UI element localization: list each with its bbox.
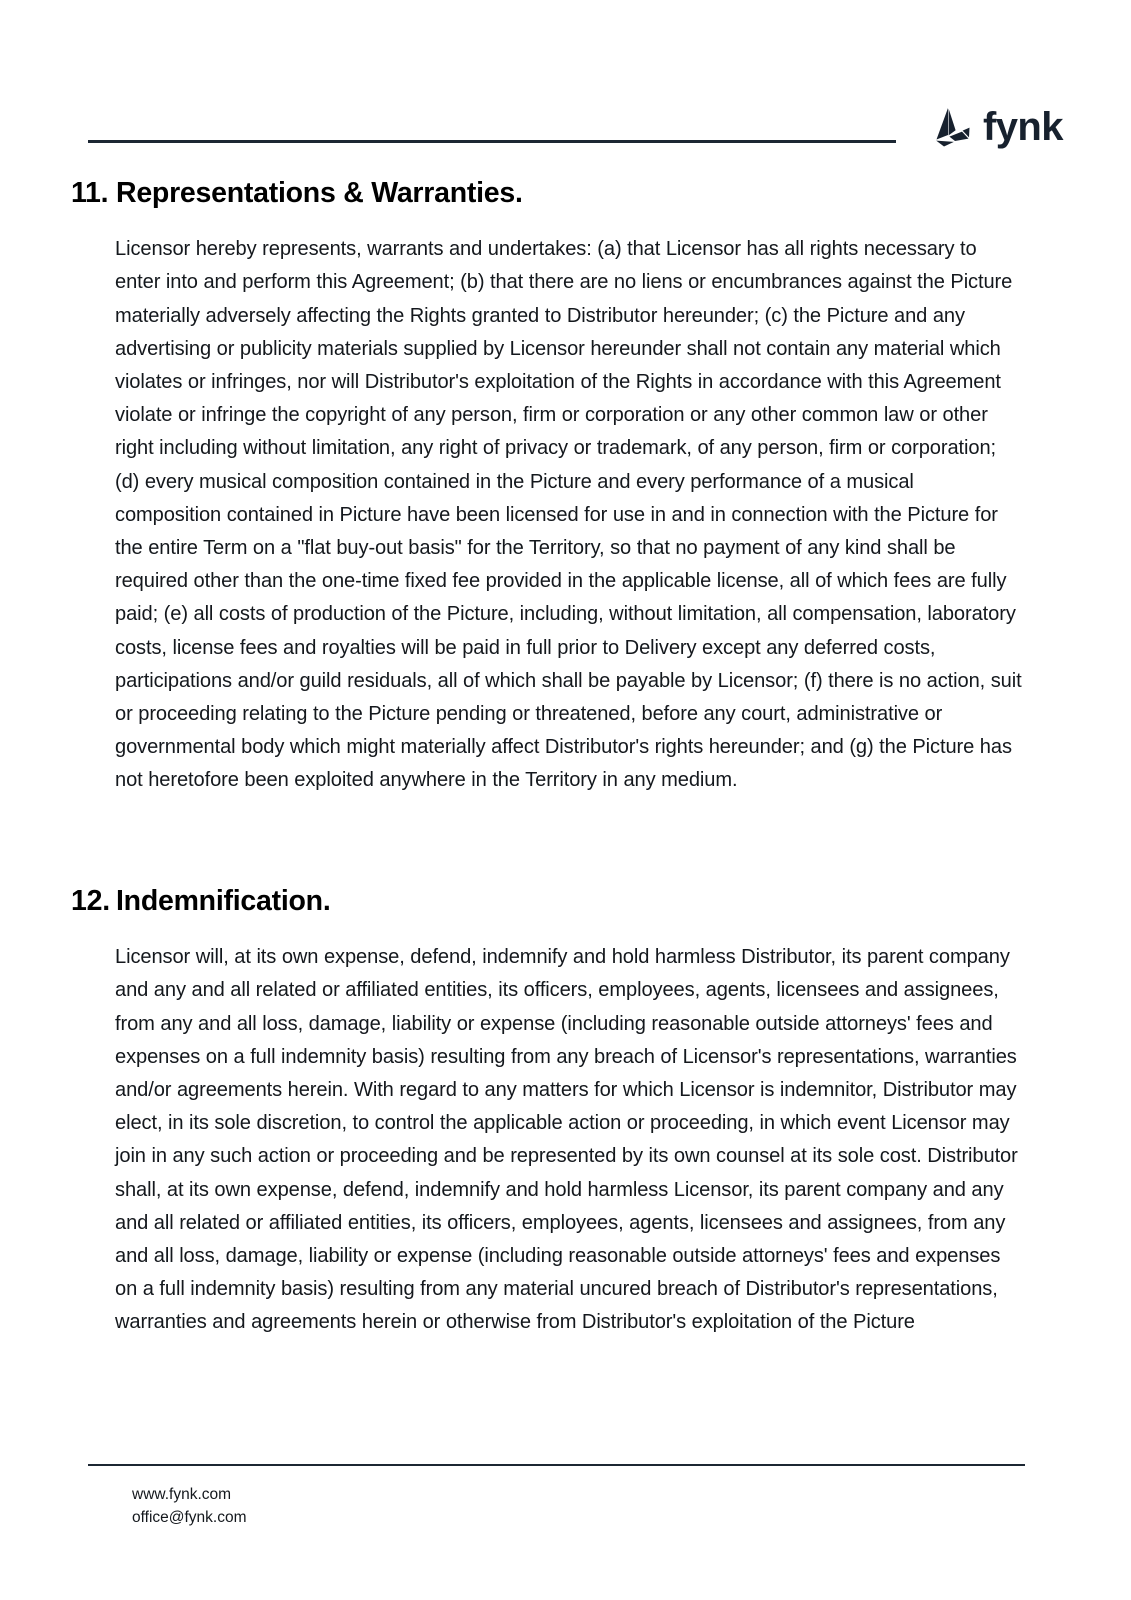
fynk-brand-logo bbox=[922, 100, 1063, 152]
section-11-title: Representations & Warranties. bbox=[116, 177, 523, 209]
origami-bird-logo-icon bbox=[922, 100, 974, 152]
page-footer bbox=[88, 1464, 1025, 1529]
page-header bbox=[88, 96, 1063, 156]
footer-divider-rule bbox=[88, 1464, 1025, 1466]
footer-email-link[interactable]: office@fynk.com bbox=[132, 1509, 247, 1526]
section-12-title: Indemnification. bbox=[116, 885, 331, 917]
footer-website-link[interactable]: www.fynk.com bbox=[132, 1486, 232, 1503]
section-12-body: Licensor will, at its own expense, defend, indemnify and hold harmless Distributor, its parent company and any and all related or affiliated entities, its officers, employees, agents, licensees and assignees, from any and all loss, damage, liability or expense (including reasonable outside attorneys' fees and expenses on a full indemnity basis) resulting from any breach of Licensor's representations, warranties and/or agreements herein. With regard to any matters for which Licensor is indemnitor, Distributor may elect, in its sole discretion, to control the applicable action or proceeding, in which event Licensor may join in any such action or proceeding and be represented by its own counsel at its sole cost. Distributor shall, at its own expense, defend, indemnify and hold harmless Licensor, its parent company and any and all related or affiliated entities, its officers, employees, agents, licensees and assignees, from any and all loss, damage, liability or expense (including reasonable outside attorneys' fees and expenses on a full indemnity basis) resulting from any material uncured breach of Distributor's representations, warranties and agreements herein or otherwise from Distributor's exploitation of the Picture bbox=[115, 946, 1018, 1334]
section-11-number: 11. bbox=[71, 177, 109, 209]
section-12-number: 12. bbox=[71, 885, 110, 917]
header-divider-rule bbox=[88, 140, 896, 143]
section-11 bbox=[0, 176, 1131, 818]
section-11-heading bbox=[0, 176, 1131, 210]
section-11-body: Licensor hereby represents, warrants and undertakes: (a) that Licensor has all rights necessary to enter into and perform this Agreement; (b) that there are no liens or encumbrances against the Picture materially adversely affecting the Rights granted to Distributor hereunder; (c) the Picture and any advertising or publicity materials supplied by Licensor hereunder shall not contain any material which violates or infringes, nor will Distributor's exploitation of the Rights in accordance with this Agreement violate or infringe the copyright of any person, firm or corporation or any other common law or other right including without limitation, any right of privacy or trademark, of any person, firm or corporation; (d) every musical composition contained in the Picture and every performance of a musical composition contained in Picture have been licensed for use in and in connection with the Picture for the entire Term on a "flat buy-out basis" for the Territory, so that no payment of any kind shall be required other than the one-time fixed fee provided in the applicable license, all of which fees are fully paid; (e) all costs of production of the Picture, including, without limitation, all compensation, laboratory costs, license fees and royalties will be paid in full prior to Delivery except any deferred costs, participations and/or guild residuals, all of which shall be payable by Licensor; (f) there is no action, suit or proceeding relating to the Picture pending or threatened, before any court, administrative or governmental body which might materially affect Distributor's rights hereunder; and (g) the Picture has not heretofore been exploited anywhere in the Territory in any medium. bbox=[115, 238, 1022, 792]
brand-wordmark: fynk bbox=[983, 105, 1063, 149]
section-12 bbox=[0, 884, 1131, 1360]
footer-contact-block bbox=[88, 1483, 1025, 1529]
section-12-heading bbox=[0, 884, 1131, 918]
